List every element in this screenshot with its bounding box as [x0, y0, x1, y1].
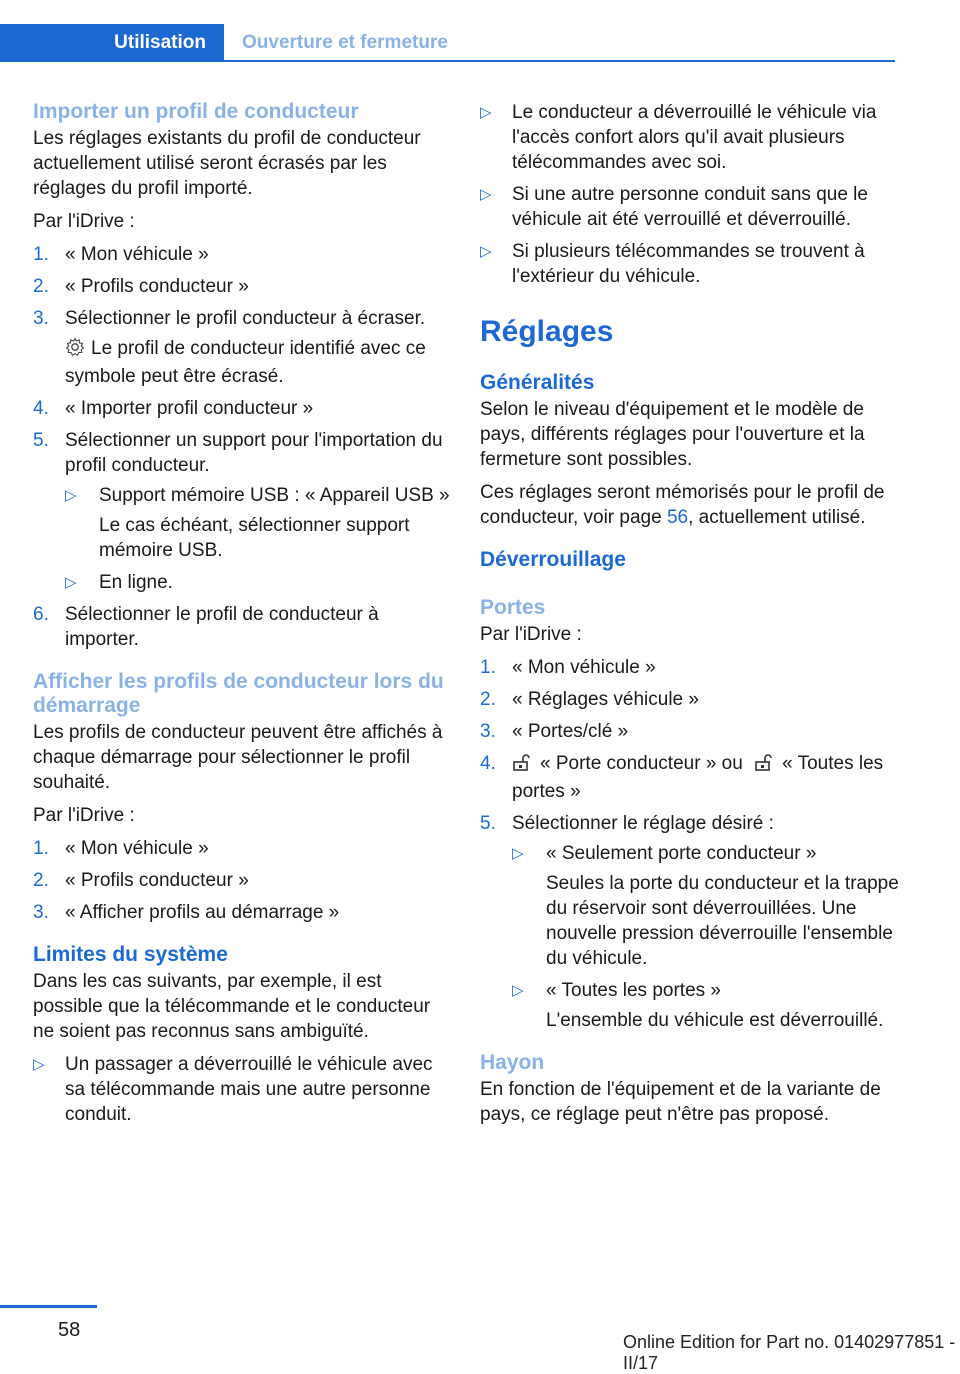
item-note: Seules la porte du conducteur et la trappe du réservoir sont déverrouillées. Une nouvelle pression déverrouille l'ensemble du véhicule.	[546, 873, 899, 969]
item-text: Si plusieurs télécommandes se trouvent à l'extérieur du véhicule.	[512, 241, 865, 287]
section-title-import: Importer un profil de conducteur	[33, 100, 359, 123]
list-item	[33, 396, 453, 421]
page-header	[0, 24, 895, 62]
list-item	[480, 811, 900, 1033]
chapter-title-reglages: Réglages	[480, 315, 614, 348]
sub-list	[65, 483, 453, 595]
step-text: Sélectionner le profil de conducteur à importer.	[65, 604, 379, 650]
step-text: « Profils conducteur »	[65, 276, 249, 297]
triangle-bullet-icon: ▷	[512, 982, 524, 999]
list-item	[480, 655, 900, 680]
list-item	[480, 719, 900, 744]
section-title-limites: Limites du système	[33, 943, 228, 966]
list-item	[33, 1052, 453, 1127]
step-note	[65, 336, 453, 389]
list-item	[33, 868, 453, 893]
step-text: Sélectionner le profil conducteur à écraser.	[65, 308, 426, 329]
sub-list	[512, 841, 900, 1033]
subsection-title-portes: Portes	[480, 596, 546, 619]
paragraph: Par l'iDrive :	[33, 211, 135, 232]
item-text: Si une autre personne conduit sans que le véhicule ait été verrouillé et déverrouillé.	[512, 184, 868, 230]
item-text: Support mémoire USB : « Appareil USB »	[99, 485, 450, 506]
left-column	[33, 100, 453, 1135]
list-item	[33, 602, 453, 652]
triangle-bullet-icon: ▷	[480, 243, 492, 260]
step-number: 6.	[33, 604, 49, 625]
triangle-bullet-icon: ▷	[65, 574, 77, 591]
step-number: 1.	[33, 244, 49, 265]
item-text: Un passager a déverrouillé le véhicule avec sa télécommande mais une autre personne conduit.	[65, 1054, 433, 1125]
triangle-bullet-icon: ▷	[65, 487, 77, 504]
list-item	[33, 900, 453, 925]
paragraph: Par l'iDrive :	[33, 805, 135, 826]
text: , actuellement utilisé.	[688, 507, 866, 528]
step-text: « Toutes les portes »	[512, 753, 884, 802]
list-item	[480, 100, 900, 175]
step-number: 4.	[480, 753, 496, 774]
text: Ces réglages seront mémorisés pour le profil de conducteur, voir page	[480, 482, 885, 528]
paragraph: Les profils de conducteur peuvent être affichés à chaque démarrage pour sélectionner le profil souhaité.	[33, 722, 443, 793]
item-text: Le conducteur a déverrouillé le véhicule via l'accès confort alors qu'il avait plusieurs télécommandes avec soi.	[512, 102, 877, 173]
step-number: 5.	[33, 430, 49, 451]
door-unlock-icon	[512, 754, 534, 779]
paragraph: Les réglages existants du profil de conducteur actuellement utilisé seront écrasés par les réglages du profil importé.	[33, 128, 421, 199]
item-text: En ligne.	[99, 572, 173, 593]
list-item	[33, 428, 453, 595]
page-number: 58	[58, 1319, 81, 1341]
gear-icon	[65, 337, 85, 364]
section-title-afficher: Afficher les profils de conducteur lors du démarrage	[33, 670, 444, 717]
steps-list	[33, 836, 453, 925]
header-chapter-tab: Ouverture et fermeture	[242, 32, 448, 53]
paragraph: Selon le niveau d'équipement et le modèle de pays, différents réglages pour l'ouverture et la fermeture sont possibles.	[480, 399, 865, 470]
list-item	[65, 570, 453, 595]
step-number: 3.	[33, 902, 49, 923]
step-text: « Portes/clé »	[512, 721, 629, 742]
paragraph: En fonction de l'équipement et de la variante de pays, ce réglage peut n'être pas proposé.	[480, 1079, 881, 1125]
bullet-list	[33, 1052, 453, 1127]
list-item	[480, 687, 900, 712]
header-rule	[224, 60, 895, 62]
list-item	[512, 841, 900, 971]
section-title-generalites: Généralités	[480, 371, 595, 394]
step-text: « Porte conducteur » ou	[540, 753, 743, 774]
list-item	[480, 182, 900, 232]
step-number: 2.	[33, 870, 49, 891]
paragraph: Par l'iDrive :	[480, 624, 582, 645]
step-number: 1.	[33, 838, 49, 859]
right-column	[480, 100, 900, 1135]
list-item	[33, 274, 453, 299]
list-item	[33, 836, 453, 861]
step-number: 1.	[480, 657, 496, 678]
step-text: « Importer profil conducteur »	[65, 398, 314, 419]
paragraph	[480, 480, 900, 530]
step-text: « Profils conducteur »	[65, 870, 249, 891]
list-item	[512, 978, 900, 1033]
section-title-deverrouillage: Déverrouillage	[480, 548, 626, 571]
item-text: « Toutes les portes »	[546, 980, 721, 1001]
step-text: « Réglages véhicule »	[512, 689, 699, 710]
step-text: « Mon véhicule »	[512, 657, 656, 678]
step-number: 3.	[33, 308, 49, 329]
step-text: Sélectionner le réglage désiré :	[512, 813, 774, 834]
page-link[interactable]: 56	[666, 507, 689, 528]
triangle-bullet-icon: ▷	[33, 1056, 45, 1073]
triangle-bullet-icon: ▷	[512, 845, 524, 862]
step-number: 5.	[480, 813, 496, 834]
list-item	[33, 306, 453, 389]
footer-rule	[0, 1305, 97, 1308]
triangle-bullet-icon: ▷	[480, 186, 492, 203]
list-item	[480, 239, 900, 289]
door-unlock-icon	[754, 754, 776, 779]
item-text: « Seulement porte conducteur »	[546, 843, 817, 864]
bullet-list	[480, 100, 900, 289]
step-number: 2.	[33, 276, 49, 297]
step-text: « Mon véhicule »	[65, 838, 209, 859]
list-item	[33, 242, 453, 267]
edition-note: Online Edition for Part no. 01402977851 - II/17	[623, 1332, 956, 1373]
step-text: Sélectionner un support pour l'importation du profil conducteur.	[65, 430, 443, 476]
list-item	[65, 483, 453, 563]
step-number: 2.	[480, 689, 496, 710]
item-note: Le cas échéant, sélectionner support mémoire USB.	[99, 515, 410, 561]
steps-list	[480, 655, 900, 1033]
paragraph: Dans les cas suivants, par exemple, il est possible que la télécommande et le conducteur ne soient pas reconnus sans ambiguïté.	[33, 971, 431, 1042]
triangle-bullet-icon: ▷	[480, 104, 492, 121]
header-section-tab: Utilisation	[0, 24, 224, 62]
step-number: 4.	[33, 398, 49, 419]
item-note: L'ensemble du véhicule est déverrouillé.	[546, 1010, 884, 1031]
steps-list	[33, 242, 453, 652]
subsection-title-hayon: Hayon	[480, 1051, 545, 1074]
step-number: 3.	[480, 721, 496, 742]
step-text: « Mon véhicule »	[65, 244, 209, 265]
step-text: « Afficher profils au démarrage »	[65, 902, 340, 923]
list-item	[480, 751, 900, 804]
step-note-text: Le profil de conducteur identifié avec ce symbole peut être écrasé.	[65, 338, 426, 387]
